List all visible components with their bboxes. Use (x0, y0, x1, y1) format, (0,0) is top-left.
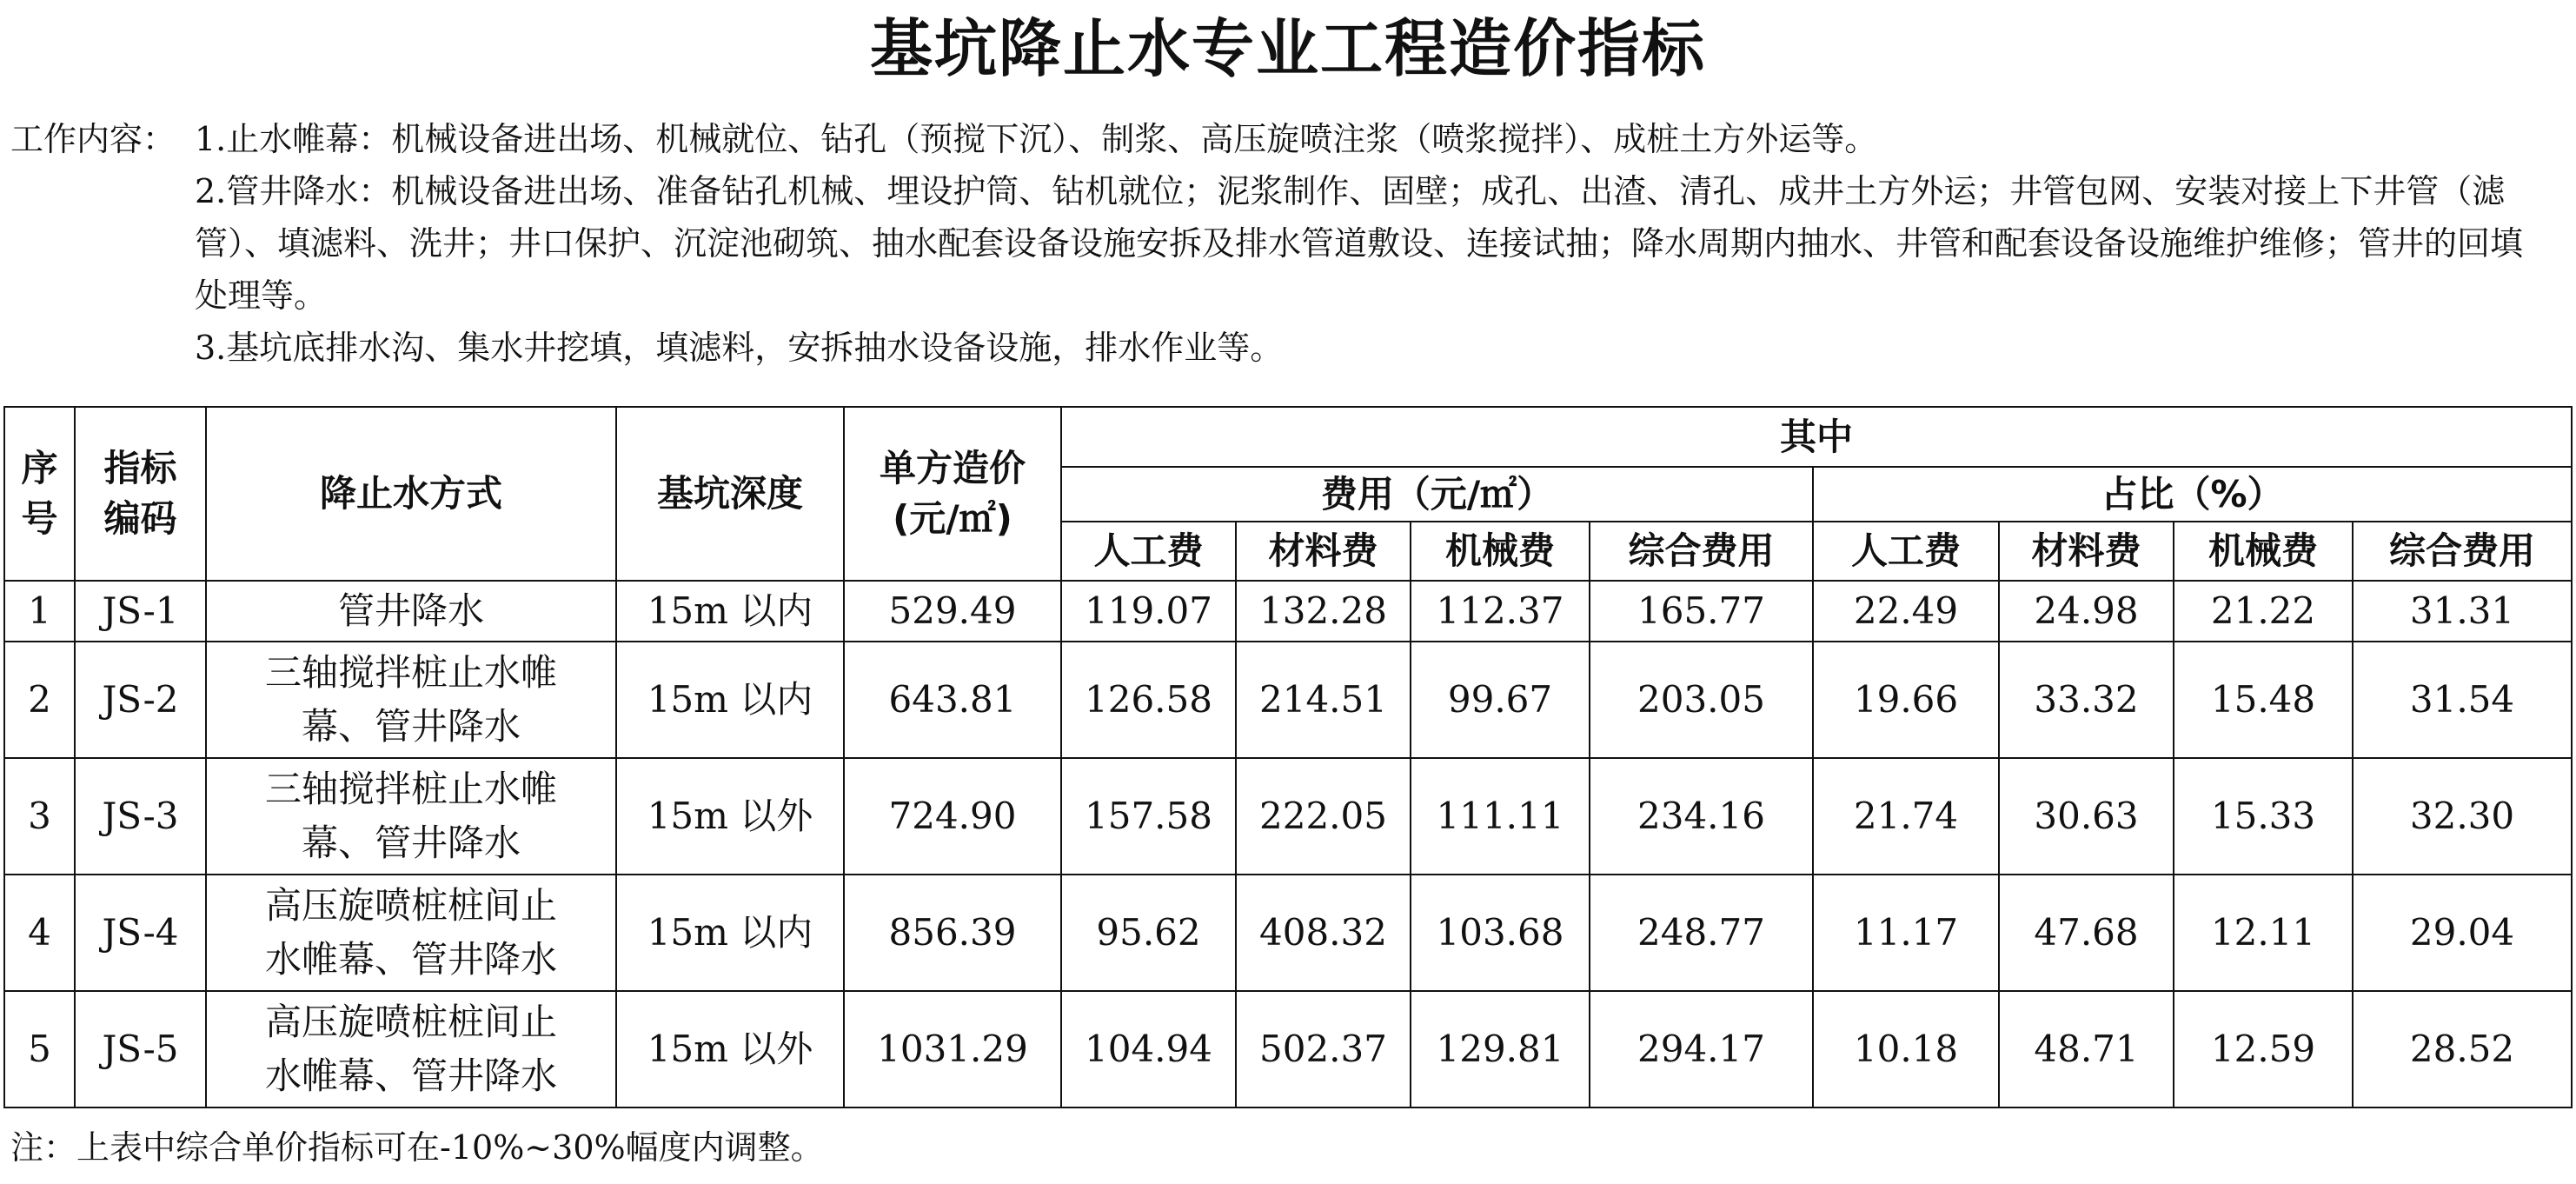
cell-material: 408.32 (1236, 875, 1411, 991)
cell-labor: 104.94 (1061, 991, 1236, 1108)
cell-material: 222.05 (1236, 758, 1411, 875)
cell-seq: 3 (4, 758, 75, 875)
cell-seq: 5 (4, 991, 75, 1108)
header-depth: 基坑深度 (616, 407, 844, 581)
cell-method: 高压旋喷桩桩间止 水帷幕、管井降水 (206, 875, 616, 991)
table-row (4, 758, 2572, 875)
cell-overall: 248.77 (1590, 875, 1813, 991)
cell-machine: 112.37 (1411, 581, 1590, 642)
cell-labor: 157.58 (1061, 758, 1236, 875)
cell-p-machine: 12.11 (2174, 875, 2353, 991)
cell-code: JS-1 (75, 581, 206, 642)
cell-labor: 95.62 (1061, 875, 1236, 991)
cell-seq: 1 (4, 581, 75, 642)
cell-depth: 15m 以内 (616, 875, 844, 991)
work-content-label: 工作内容： (10, 120, 176, 158)
header-cost-labor: 人工费 (1061, 522, 1236, 581)
header-code: 指标 编码 (75, 407, 206, 581)
header-ratio-material: 材料费 (1999, 522, 2174, 581)
cell-machine: 99.67 (1411, 642, 1590, 758)
cell-p-overall: 28.52 (2353, 991, 2572, 1108)
cell-method: 高压旋喷桩桩间止 水帷幕、管井降水 (206, 991, 616, 1108)
cell-material: 502.37 (1236, 991, 1411, 1108)
cell-material: 214.51 (1236, 642, 1411, 758)
cell-seq: 4 (4, 875, 75, 991)
cell-p-labor: 11.17 (1813, 875, 1999, 991)
header-method: 降止水方式 (206, 407, 616, 581)
cell-price: 529.49 (844, 581, 1061, 642)
cell-method: 三轴搅拌桩止水帷 幕、管井降水 (206, 758, 616, 875)
cell-overall: 165.77 (1590, 581, 1813, 642)
header-group-cost: 费用（元/㎡） (1061, 467, 1813, 522)
cell-price: 856.39 (844, 875, 1061, 991)
cell-p-material: 30.63 (1999, 758, 2174, 875)
cell-depth: 15m 以内 (616, 642, 844, 758)
cell-method: 三轴搅拌桩止水帷 幕、管井降水 (206, 642, 616, 758)
work-content (10, 113, 2548, 374)
cell-price: 1031.29 (844, 991, 1061, 1108)
cell-code: JS-3 (75, 758, 206, 875)
cell-p-labor: 10.18 (1813, 991, 1999, 1108)
cell-price: 724.90 (844, 758, 1061, 875)
header-group-ratio: 占比（%） (1813, 467, 2572, 522)
cell-depth: 15m 以内 (616, 581, 844, 642)
cell-p-overall: 29.04 (2353, 875, 2572, 991)
table-row (4, 875, 2572, 991)
cell-labor: 119.07 (1061, 581, 1236, 642)
header-ratio-labor: 人工费 (1813, 522, 1999, 581)
cell-overall: 294.17 (1590, 991, 1813, 1108)
cell-p-material: 47.68 (1999, 875, 2174, 991)
cell-p-labor: 21.74 (1813, 758, 1999, 875)
header-group-main: 其中 (1061, 407, 2572, 467)
cell-p-overall: 31.54 (2353, 642, 2572, 758)
cell-p-machine: 15.33 (2174, 758, 2353, 875)
cell-method: 管井降水 (206, 581, 616, 642)
cell-depth: 15m 以外 (616, 758, 844, 875)
cell-seq: 2 (4, 642, 75, 758)
cell-code: JS-4 (75, 875, 206, 991)
cell-material: 132.28 (1236, 581, 1411, 642)
cell-p-machine: 21.22 (2174, 581, 2353, 642)
page-title: 基坑降止水专业工程造价指标 (869, 12, 1706, 85)
header-cost-overall: 综合费用 (1590, 522, 1813, 581)
work-content-first-line (10, 113, 2548, 165)
header-row-1 (4, 407, 2572, 467)
cell-p-overall: 31.31 (2353, 581, 2572, 642)
cell-p-labor: 19.66 (1813, 642, 1999, 758)
table-row (4, 991, 2572, 1108)
header-ratio-overall: 综合费用 (2353, 522, 2572, 581)
cell-overall: 203.05 (1590, 642, 1813, 758)
cost-index-table (3, 406, 2573, 1108)
cell-machine: 103.68 (1411, 875, 1590, 991)
header-cost-material: 材料费 (1236, 522, 1411, 581)
header-cost-machine: 机械费 (1411, 522, 1590, 581)
cell-p-material: 33.32 (1999, 642, 2174, 758)
cell-machine: 111.11 (1411, 758, 1590, 875)
table-row (4, 642, 2572, 758)
work-item-1: 1.止水帷幕：机械设备进出场、机械就位、钻孔（预搅下沉）、制浆、高压旋喷注浆（喷浆搅拌）、成桩土方外运等。 (195, 120, 1878, 158)
cell-labor: 126.58 (1061, 642, 1236, 758)
cell-p-material: 48.71 (1999, 991, 2174, 1108)
cell-p-labor: 22.49 (1813, 581, 1999, 642)
footnote: 注：上表中综合单价指标可在-10%~30%幅度内调整。 (10, 1128, 824, 1167)
cell-depth: 15m 以外 (616, 991, 844, 1108)
cell-price: 643.81 (844, 642, 1061, 758)
cell-machine: 129.81 (1411, 991, 1590, 1108)
cell-p-machine: 12.59 (2174, 991, 2353, 1108)
work-item-2: 2.管井降水：机械设备进出场、准备钻孔机械、埋设护筒、钻机就位；泥浆制作、固壁；成孔、出渣、清孔、成井土方外运；井管包网、安装对接上下井管（滤管）、填滤料、洗井；井口保护、沉淀池砌筑、抽水配套设备设施安拆及排水管道敷设、连接试抽；降水周期内抽水、井管和配套设备设施维护维修；管井的回填处理等。 (195, 172, 2524, 315)
cell-p-overall: 32.30 (2353, 758, 2572, 875)
table-row (4, 581, 2572, 642)
cell-code: JS-2 (75, 642, 206, 758)
cell-overall: 234.16 (1590, 758, 1813, 875)
header-ratio-machine: 机械费 (2174, 522, 2353, 581)
cell-code: JS-5 (75, 991, 206, 1108)
cell-p-machine: 15.48 (2174, 642, 2353, 758)
cell-p-material: 24.98 (1999, 581, 2174, 642)
work-item-3: 3.基坑底排水沟、集水井挖填，填滤料，安拆抽水设备设施，排水作业等。 (195, 329, 1284, 367)
header-unit-price: 单方造价 (元/㎡) (844, 407, 1061, 581)
header-seq: 序 号 (4, 407, 75, 581)
